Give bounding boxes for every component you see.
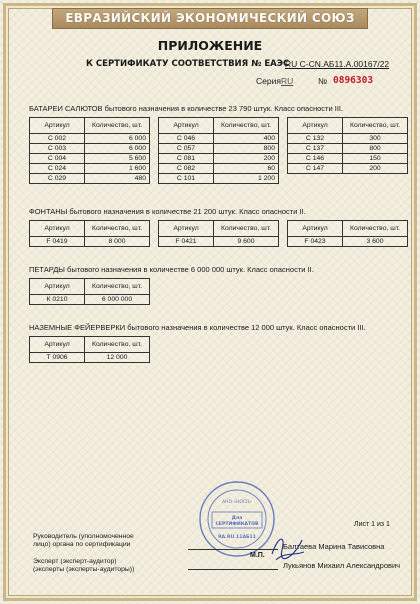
fountains-table-3 — [287, 220, 408, 247]
series-value: RU — [281, 76, 294, 86]
table-row: К 0210 6 000 000 — [30, 295, 150, 305]
col-header-qty: Количество, шт. — [343, 118, 408, 134]
number-label: № — [318, 76, 328, 86]
stamp-text-3: АНО «НОСП» — [222, 500, 252, 505]
col-header-article: Артикул — [288, 118, 343, 134]
page-title: ПРИЛОЖЕНИЕ — [157, 38, 263, 53]
expert-name: Лукьянов Михаил Александрович — [283, 561, 401, 570]
table-row: С 057 800 — [159, 144, 279, 154]
certificate-subtitle: К СЕРТИФИКАТУ СООТВЕТСТВИЯ № ЕАЭС — [86, 59, 290, 69]
section-heading-ground-fireworks: НАЗЕМНЫЕ ФЕЙЕРВЕРКИ бытового назначения в количестве 12 000 штук. Класс опасности III. — [29, 323, 366, 332]
table-row: С 081 200 — [159, 154, 279, 164]
table-row: С 029 480 — [30, 174, 150, 184]
head-label: Руководитель (уполномоченное лицо) органа по сертификации — [33, 533, 134, 548]
head-signature-line — [188, 549, 278, 550]
table-row: С 024 1 600 — [30, 164, 150, 174]
serial-number: 0896303 — [333, 75, 374, 86]
col-header-article: Артикул — [30, 337, 85, 353]
col-header-article: Артикул — [30, 279, 85, 295]
section-heading-firecrackers: ПЕТАРДЫ бытового назначения в количестве 6 000 000 штук. Класс опасности II. — [29, 265, 314, 274]
col-header-article: Артикул — [30, 118, 85, 134]
expert-label: Эксперт (эксперт-аудитор) (эксперты (эксперты-аудиторы)) — [33, 558, 135, 573]
ground-fireworks-table — [29, 336, 150, 363]
col-header-article: Артикул — [159, 118, 214, 134]
batteries-table-1 — [29, 117, 150, 184]
fountains-table-2 — [158, 220, 279, 247]
section-heading-batteries: БАТАРЕИ САЛЮТОВ бытового назначения в количестве 23 790 штук. Класс опасности III. — [29, 104, 344, 113]
union-banner: ЕВРАЗИЙСКИЙ ЭКОНОМИЧЕСКИЙ СОЮЗ — [52, 8, 368, 29]
col-header-article: Артикул — [288, 221, 343, 237]
table-row: С 046 400 — [159, 134, 279, 144]
table-row: Т 0906 12 000 — [30, 353, 150, 363]
stamp-text-1: Для — [231, 516, 243, 521]
section-heading-fountains: ФОНТАНЫ бытового назначения в количестве 21 200 штук. Класс опасности II. — [29, 207, 306, 216]
table-row: С 101 1 200 — [159, 174, 279, 184]
table-row: С 002 6 000 — [30, 134, 150, 144]
certificate-number: RU C-CN.АБ11.А.00167/22 — [285, 59, 390, 69]
col-header-qty: Количество, шт. — [85, 279, 150, 295]
table-row: С 132 300 — [288, 134, 408, 144]
certification-stamp-icon — [198, 480, 276, 558]
table-row: С 004 5 600 — [30, 154, 150, 164]
table-row: F 0421 9 600 — [159, 237, 279, 247]
table-row: С 003 6 000 — [30, 144, 150, 154]
table-row: С 137 800 — [288, 144, 408, 154]
table-row: С 082 60 — [159, 164, 279, 174]
series-label: Серия — [256, 76, 281, 86]
col-header-qty: Количество, шт. — [214, 118, 279, 134]
stamp-text-2: СЕРТИФИКАТОВ — [215, 522, 259, 527]
table-row: F 0423 3 600 — [288, 237, 408, 247]
head-name: Балтаева Марина Тависовна — [283, 542, 385, 551]
sheet-counter: Лист 1 из 1 — [354, 521, 390, 528]
col-header-qty: Количество, шт. — [85, 118, 150, 134]
col-header-article: Артикул — [159, 221, 214, 237]
col-header-article: Артикул — [30, 221, 85, 237]
batteries-table-2 — [158, 117, 279, 184]
stamp-text-4: RA.RU.11АБ11 — [218, 535, 256, 540]
col-header-qty: Количество, шт. — [85, 337, 150, 353]
col-header-qty: Количество, шт. — [214, 221, 279, 237]
firecrackers-table — [29, 278, 150, 305]
col-header-qty: Количество, шт. — [343, 221, 408, 237]
table-row: С 146 150 — [288, 154, 408, 164]
batteries-table-3 — [287, 117, 408, 174]
col-header-qty: Количество, шт. — [85, 221, 150, 237]
table-row: F 0419 8 000 — [30, 237, 150, 247]
handwritten-signature-icon — [268, 530, 308, 564]
fountains-table-1 — [29, 220, 150, 247]
table-row: С 147 200 — [288, 164, 408, 174]
seal-place-label: М.П. — [250, 552, 265, 559]
expert-signature-line — [188, 569, 278, 570]
